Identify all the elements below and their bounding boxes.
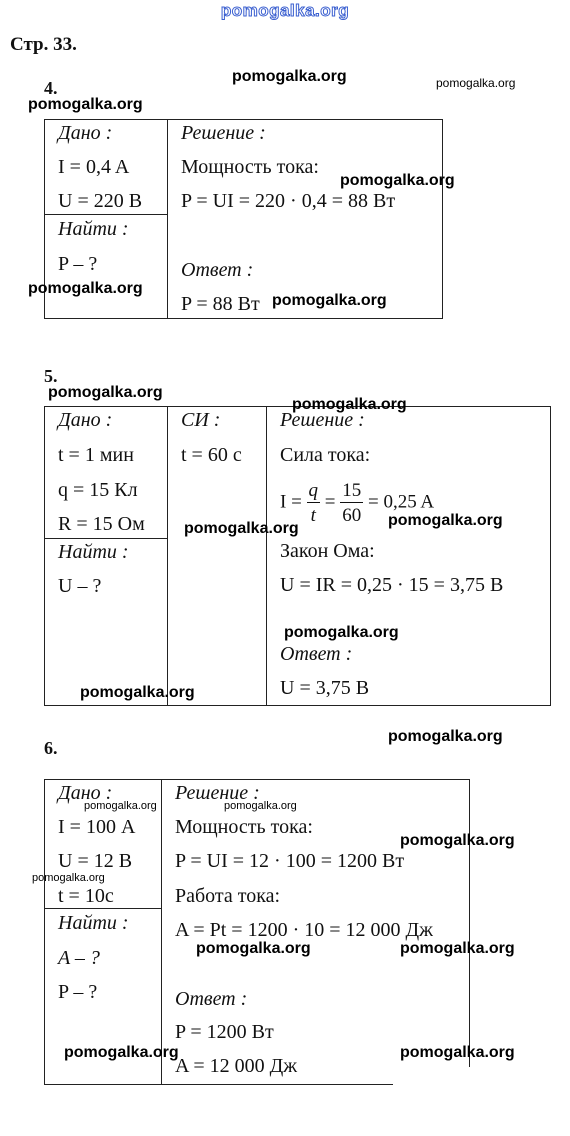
solution-title: Закон Ома:: [280, 540, 375, 562]
find-label: Найти :: [58, 912, 129, 934]
page-label: Стр. 33.: [10, 34, 77, 55]
solution-equation-fraction: I = $\frac{q}{t}$ = $\frac{15}{60}$ = 0,25 A: [280, 480, 435, 526]
site-watermark-header[interactable]: pomogalka.org: [220, 1, 350, 20]
si-label: СИ :: [181, 409, 221, 431]
answer-value: P = 88 Вт: [181, 293, 260, 315]
find-value: U – ?: [58, 575, 102, 597]
solution-equation: P = UI = 12 · 100 = 1200 Вт: [175, 850, 405, 872]
given-value: R = 15 Ом: [58, 513, 145, 535]
watermark-link[interactable]: pomogalka.org: [48, 384, 163, 401]
given-value: t = 1 мин: [58, 444, 134, 466]
watermark-link[interactable]: pomogalka.org: [224, 800, 297, 812]
problem-5-number: 5.: [44, 366, 58, 386]
si-value: t = 60 с: [181, 444, 242, 466]
solution-label: Решение :: [181, 122, 266, 144]
answer-label: Ответ :: [280, 643, 353, 665]
solution-equation: U = IR = 0,25 · 15 = 3,75 В: [280, 574, 504, 596]
solution-title: Сила тока:: [280, 444, 371, 466]
find-label: Найти :: [58, 541, 129, 563]
watermark-link[interactable]: pomogalka.org: [32, 872, 105, 884]
watermark-link[interactable]: pomogalka.org: [400, 1044, 515, 1061]
watermark-link[interactable]: pomogalka.org: [196, 940, 311, 957]
watermark-link[interactable]: pomogalka.org: [400, 940, 515, 957]
given-value: U = 12 В: [58, 850, 133, 872]
given-value: q = 15 Кл: [58, 479, 138, 501]
watermark-link[interactable]: pomogalka.org: [436, 76, 516, 90]
watermark-link[interactable]: pomogalka.org: [28, 280, 143, 297]
watermark-link[interactable]: pomogalka.org: [64, 1044, 179, 1061]
answer-label: Ответ :: [181, 259, 254, 281]
problem-6-number: 6.: [44, 738, 58, 758]
watermark-link[interactable]: pomogalka.org: [284, 624, 399, 641]
given-value: I = 0,4 A: [58, 156, 130, 178]
answer-value: P = 1200 Вт: [175, 1021, 274, 1043]
solution-equation: A = Pt = 1200 · 10 = 12 000 Дж: [175, 919, 433, 941]
given-value: U = 220 В: [58, 190, 143, 212]
problem-4-number: 4.: [44, 78, 58, 98]
given-label: Дано :: [58, 122, 113, 144]
answer-value: U = 3,75 В: [280, 677, 370, 699]
watermark-link[interactable]: pomogalka.org: [272, 292, 387, 309]
given-value: t = 10с: [58, 885, 114, 907]
watermark-link[interactable]: pomogalka.org: [400, 832, 515, 849]
answer-value: A = 12 000 Дж: [175, 1055, 298, 1077]
watermark-link[interactable]: pomogalka.org: [84, 800, 157, 812]
solution-title: Мощность тока:: [181, 156, 319, 178]
watermark-link[interactable]: pomogalka.org: [80, 684, 195, 701]
solution-title: Работа тока:: [175, 885, 281, 907]
watermark-link[interactable]: pomogalka.org: [232, 68, 347, 85]
watermark-link[interactable]: pomogalka.org: [28, 96, 143, 113]
solution-label: Решение :: [175, 782, 260, 804]
given-label: Дано :: [58, 782, 113, 804]
solution-label: Решение :: [280, 409, 365, 431]
watermark-link[interactable]: pomogalka.org: [388, 512, 503, 529]
answer-label: Ответ :: [175, 988, 248, 1010]
find-value: P – ?: [58, 981, 98, 1003]
watermark-link[interactable]: pomogalka.org: [184, 520, 299, 537]
given-label: Дано :: [58, 409, 113, 431]
given-value: I = 100 А: [58, 816, 136, 838]
watermark-link[interactable]: pomogalka.org: [292, 396, 407, 413]
watermark-link[interactable]: pomogalka.org: [340, 172, 455, 189]
find-value: A – ?: [58, 947, 100, 969]
watermark-link[interactable]: pomogalka.org: [388, 728, 503, 745]
find-label: Найти :: [58, 218, 129, 240]
solution-title: Мощность тока:: [175, 816, 313, 838]
solution-equation: P = UI = 220 · 0,4 = 88 Вт: [181, 190, 396, 212]
find-value: P – ?: [58, 253, 98, 275]
